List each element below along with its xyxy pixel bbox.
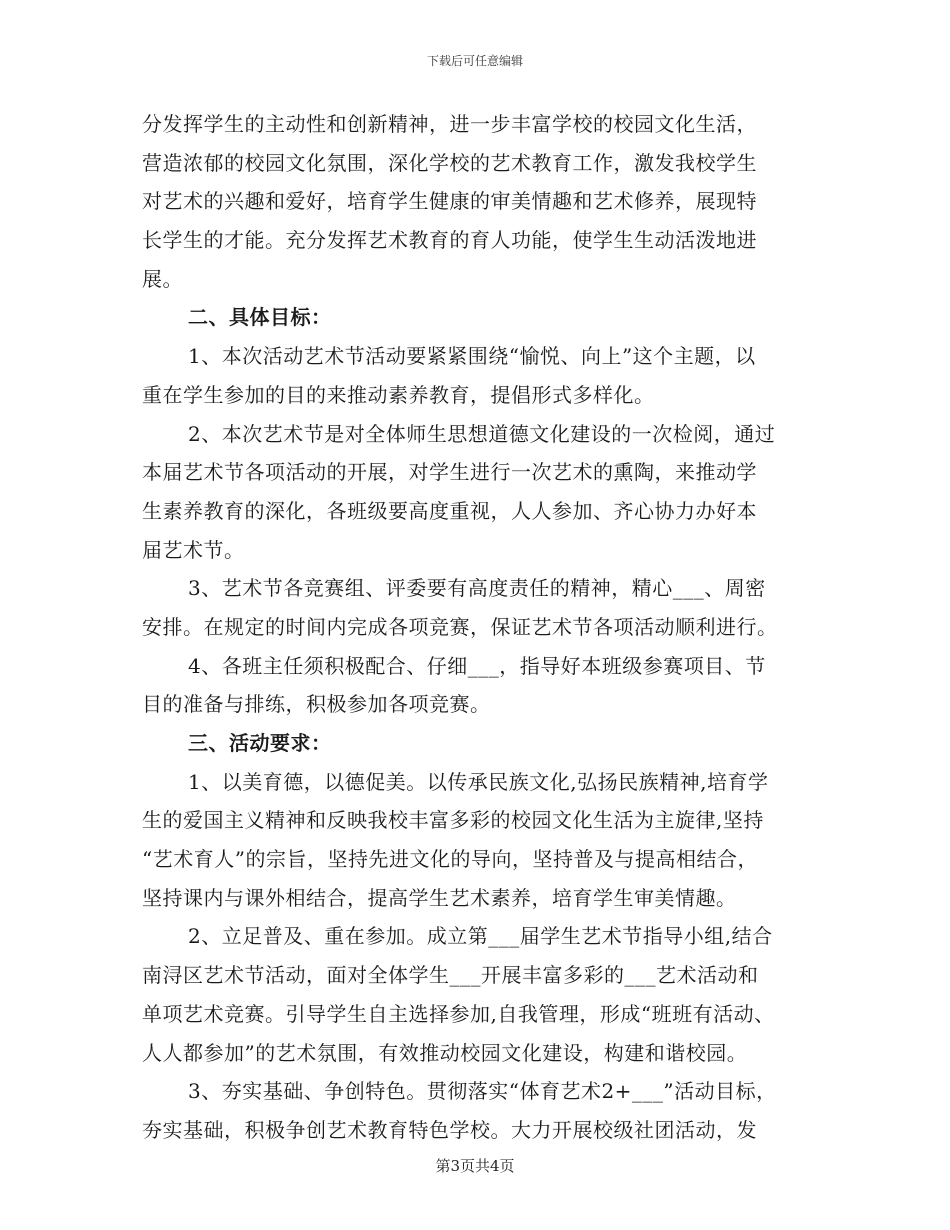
section-heading: 二、具体目标： [188,305,332,330]
paragraph-line: 4、各班主任须积极配合、仔细___，指导好本班级参赛项目、节 [188,653,766,678]
paragraph-line: 营造浓郁的校园文化氛围，深化学校的艺术教育工作，激发我校学生 [142,150,757,175]
paragraph-line: 对艺术的兴趣和爱好，培育学生健康的审美情趣和艺术修养，展现特 [142,189,757,214]
paragraph-line: 生素养教育的深化，各班级要高度重视，人人参加、齐心协力办好本 [142,498,757,523]
paragraph-line: 展。 [142,266,183,291]
paragraph-line: 长学生的才能。充分发挥艺术教育的育人功能，使学生生动活泼地进 [142,228,757,253]
page-header: 下载后可任意编辑 [426,54,523,68]
paragraph-line: 2、本次艺术节是对全体师生思想道德文化建设的一次检阅，通过 [188,421,776,446]
page-number: 第3页共4页 [435,1157,515,1175]
paragraph-line: 1、本次活动艺术节活动要紧紧围绕“愉悦、向上”这个主题，以 [188,344,756,369]
paragraph-line: 人人都参加”的艺术氛围，有效推动校园文化建设，构建和谐校园。 [142,1040,748,1065]
paragraph-line: 坚持课内与课外相结合，提高学生艺术素养，培育学生审美情趣。 [142,885,737,910]
document-body [142,105,822,1150]
paragraph-line: 夯实基础，积极争创艺术教育特色学校。大力开展校级社团活动，发 [142,1117,757,1142]
paragraph-line: 1、以美育德，以德促美。以传承民族文化,弘扬民族精神,培育学 [188,769,769,794]
paragraph-line: 生的爱国主义精神和反映我校丰富多彩的校园文化生活为主旋律,坚持 [142,808,764,833]
paragraph-line: 届艺术节。 [142,537,245,562]
paragraph-line: 2、立足普及、重在参加。成立第___届学生艺术节指导小组,结合 [188,924,773,949]
paragraph-line: 3、夯实基础、争创特色。贯彻落实“体育艺术2+___”活动目标， [188,1079,777,1104]
paragraph-line: 单项艺术竞赛。引导学生自主选择参加,自我管理，形成“班班有活动、 [142,1001,775,1026]
paragraph-line: 安排。在规定的时间内完成各项竞赛，保证艺术节各项活动顺利进行。 [142,614,778,639]
paragraph-line: 分发挥学生的主动性和创新精神，进一步丰富学校的校园文化生活， [142,112,757,136]
section-heading: 三、活动要求： [188,731,332,755]
paragraph-line: 目的准备与排练，积极参加各项竞赛。 [142,692,491,717]
paragraph-line: 重在学生参加的目的来推动素养教育，提倡形式多样化。 [142,382,655,407]
paragraph-line: “艺术育人”的宗旨，坚持先进文化的导向，坚持普及与提高相结合， [142,847,758,872]
paragraph-line: 南浔区艺术节活动，面对全体学生___开展丰富多彩的___艺术活动和 [142,963,759,988]
paragraph-line: 本届艺术节各项活动的开展，对学生进行一次艺术的熏陶，来推动学 [142,460,757,485]
paragraph-line: 3、艺术节各竞赛组、评委要有高度责任的精神，精心___、周密 [188,576,766,601]
